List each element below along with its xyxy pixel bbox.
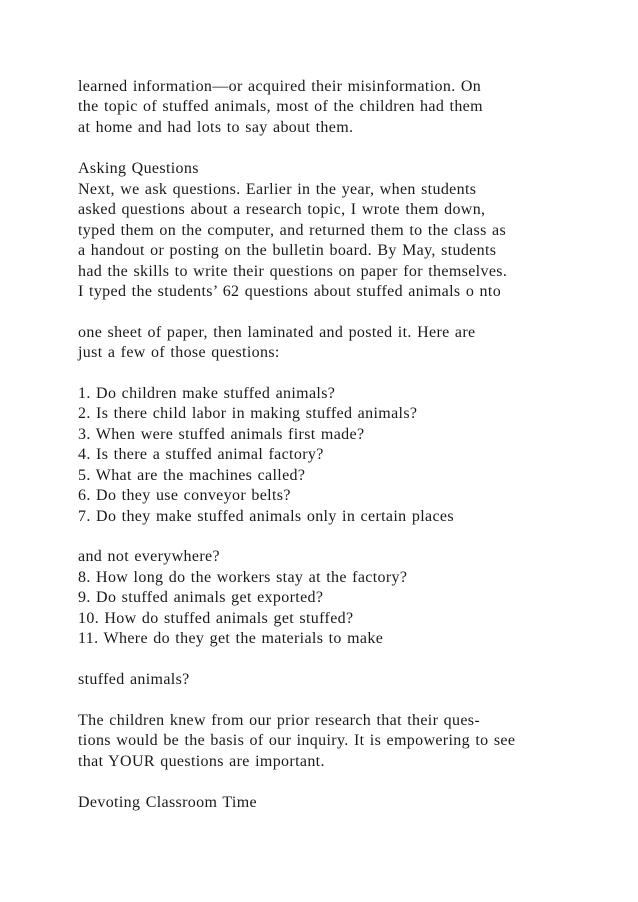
question-item-4: 4. Is there a stuffed animal factory? [78,446,324,463]
closing-line-3: that YOUR questions are important. [78,753,325,770]
asking-line-3: typed them on the computer, and returned them to the class as [78,222,507,239]
asking-line-5: had the skills to write their questions on paper for themselves. [78,263,508,280]
question-item-3: 3. When were stuffed animals first made? [78,426,365,443]
question-item-11-continuation: stuffed animals? [78,671,190,688]
question-item-5: 5. What are the machines called? [78,467,306,484]
sheet-line-2: just a few of those questions: [78,344,280,361]
question-item-2: 2. Is there child labor in making stuffed animals? [78,405,418,422]
question-item-1: 1. Do children make stuffed animals? [78,385,336,402]
sheet-line-1: one sheet of paper, then laminated and posted it. Here are [78,324,476,341]
question-item-9: 9. Do stuffed animals get exported? [78,589,324,606]
section-heading-devoting-classroom-time: Devoting Classroom Time [78,794,257,811]
closing-line-2: tions would be the basis of our inquiry. It is empowering to see [78,732,516,749]
asking-line-6: I typed the students’ 62 questions about stuffed animals o nto [78,283,502,300]
asking-line-4: a handout or posting on the bulletin board. By May, students [78,242,497,259]
asking-line-2: asked questions about a research topic, I wrote them down, [78,201,486,218]
closing-line-1: The children knew from our prior research that their ques- [78,712,481,729]
question-item-7: 7. Do they make stuffed animals only in certain places [78,508,454,525]
intro-line-3: at home and had lots to say about them. [78,119,354,136]
question-item-10: 10. How do stuffed animals get stuffed? [78,610,354,627]
intro-line-1: learned information—or acquired their misinformation. On [78,78,482,95]
intro-line-2: the topic of stuffed animals, most of the children had them [78,98,483,115]
question-item-7-continuation: and not everywhere? [78,548,220,565]
section-heading-asking-questions: Asking Questions [78,160,199,177]
question-item-11: 11. Where do they get the materials to make [78,630,384,647]
asking-line-1: Next, we ask questions. Earlier in the year, when students [78,181,477,198]
question-item-6: 6. Do they use conveyor belts? [78,487,291,504]
question-item-8: 8. How long do the workers stay at the factory? [78,569,408,586]
